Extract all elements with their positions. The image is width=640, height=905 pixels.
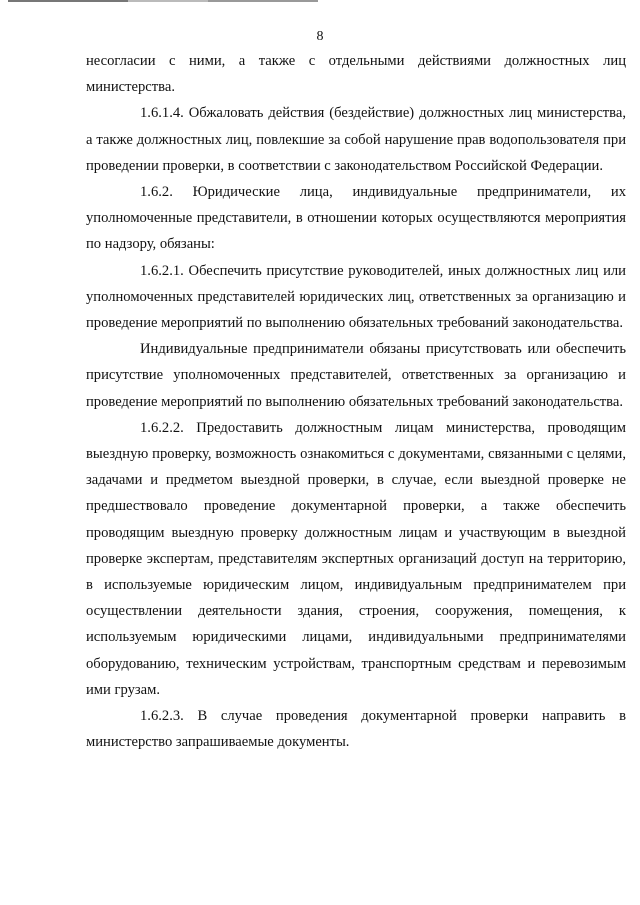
paragraph-1-6-2: 1.6.2. Юридические лица, индивидуальные предприниматели, их уполномоченные представители, в отношении которых осуществляются мероприятия по надзору, обязаны: [86,184,626,253]
paragraph-1-6-2-1: 1.6.2.1. Обеспечить присутствие руководителей, иных должностных лиц или уполномоченных представителей юридических лиц, ответственных за организацию и проведение мероприятий по выполнению обязательных требований законодательства. [86,262,626,332]
paragraph-1: несогласии с ними, а также с отдельными действиями должностных лиц министерства. [86,53,626,96]
paragraph-1-6-2-2: 1.6.2.2. Предоставить должностным лицам министерства, проводящим выездную проверку, возможность ознакомиться с документами, связанными с целями, задачами и предметом выездной проверки, в случае, если выездной проверке не предшествовало проведение документарной проверки, а также обеспечить проводящим выездную проверку должностным лицам и участвующим в выездной проверке экспертам, представителям экспертных организаций доступ на территорию, в используемые юридическим лицом, индивидуальным предпринимателем при осуществлении деятельности здания, строения, сооружения, помещения, к используемым юридическими лицами, индивидуальными предпринимателями оборудованию, техническим устройствам, транспортным средствам и перевозимым ими грузам. [86,419,626,698]
document-body [86,48,626,755]
paragraph-1-6-1-4: 1.6.1.4. Обжаловать действия (бездействие) должностных лиц министерства, а также должностных лиц, повлекшие за собой нарушение прав водопользователя при проведении проверки, в соответствии с законодательством Российской Федерации. [86,105,626,174]
page-number: 8 [316,29,324,44]
paragraph-individual-entrepreneurs: Индивидуальные предприниматели обязаны присутствовать или обеспечить присутствие уполномоченных представителей, ответственных за организацию и проведение мероприятий по выполнению обязательных требований законодательства. [86,341,626,410]
paragraph-1-6-2-3: 1.6.2.3. В случае проведения документарной проверки направить в министерство запрашиваемые документы. [86,708,626,751]
scan-top-edge-line [8,0,318,2]
